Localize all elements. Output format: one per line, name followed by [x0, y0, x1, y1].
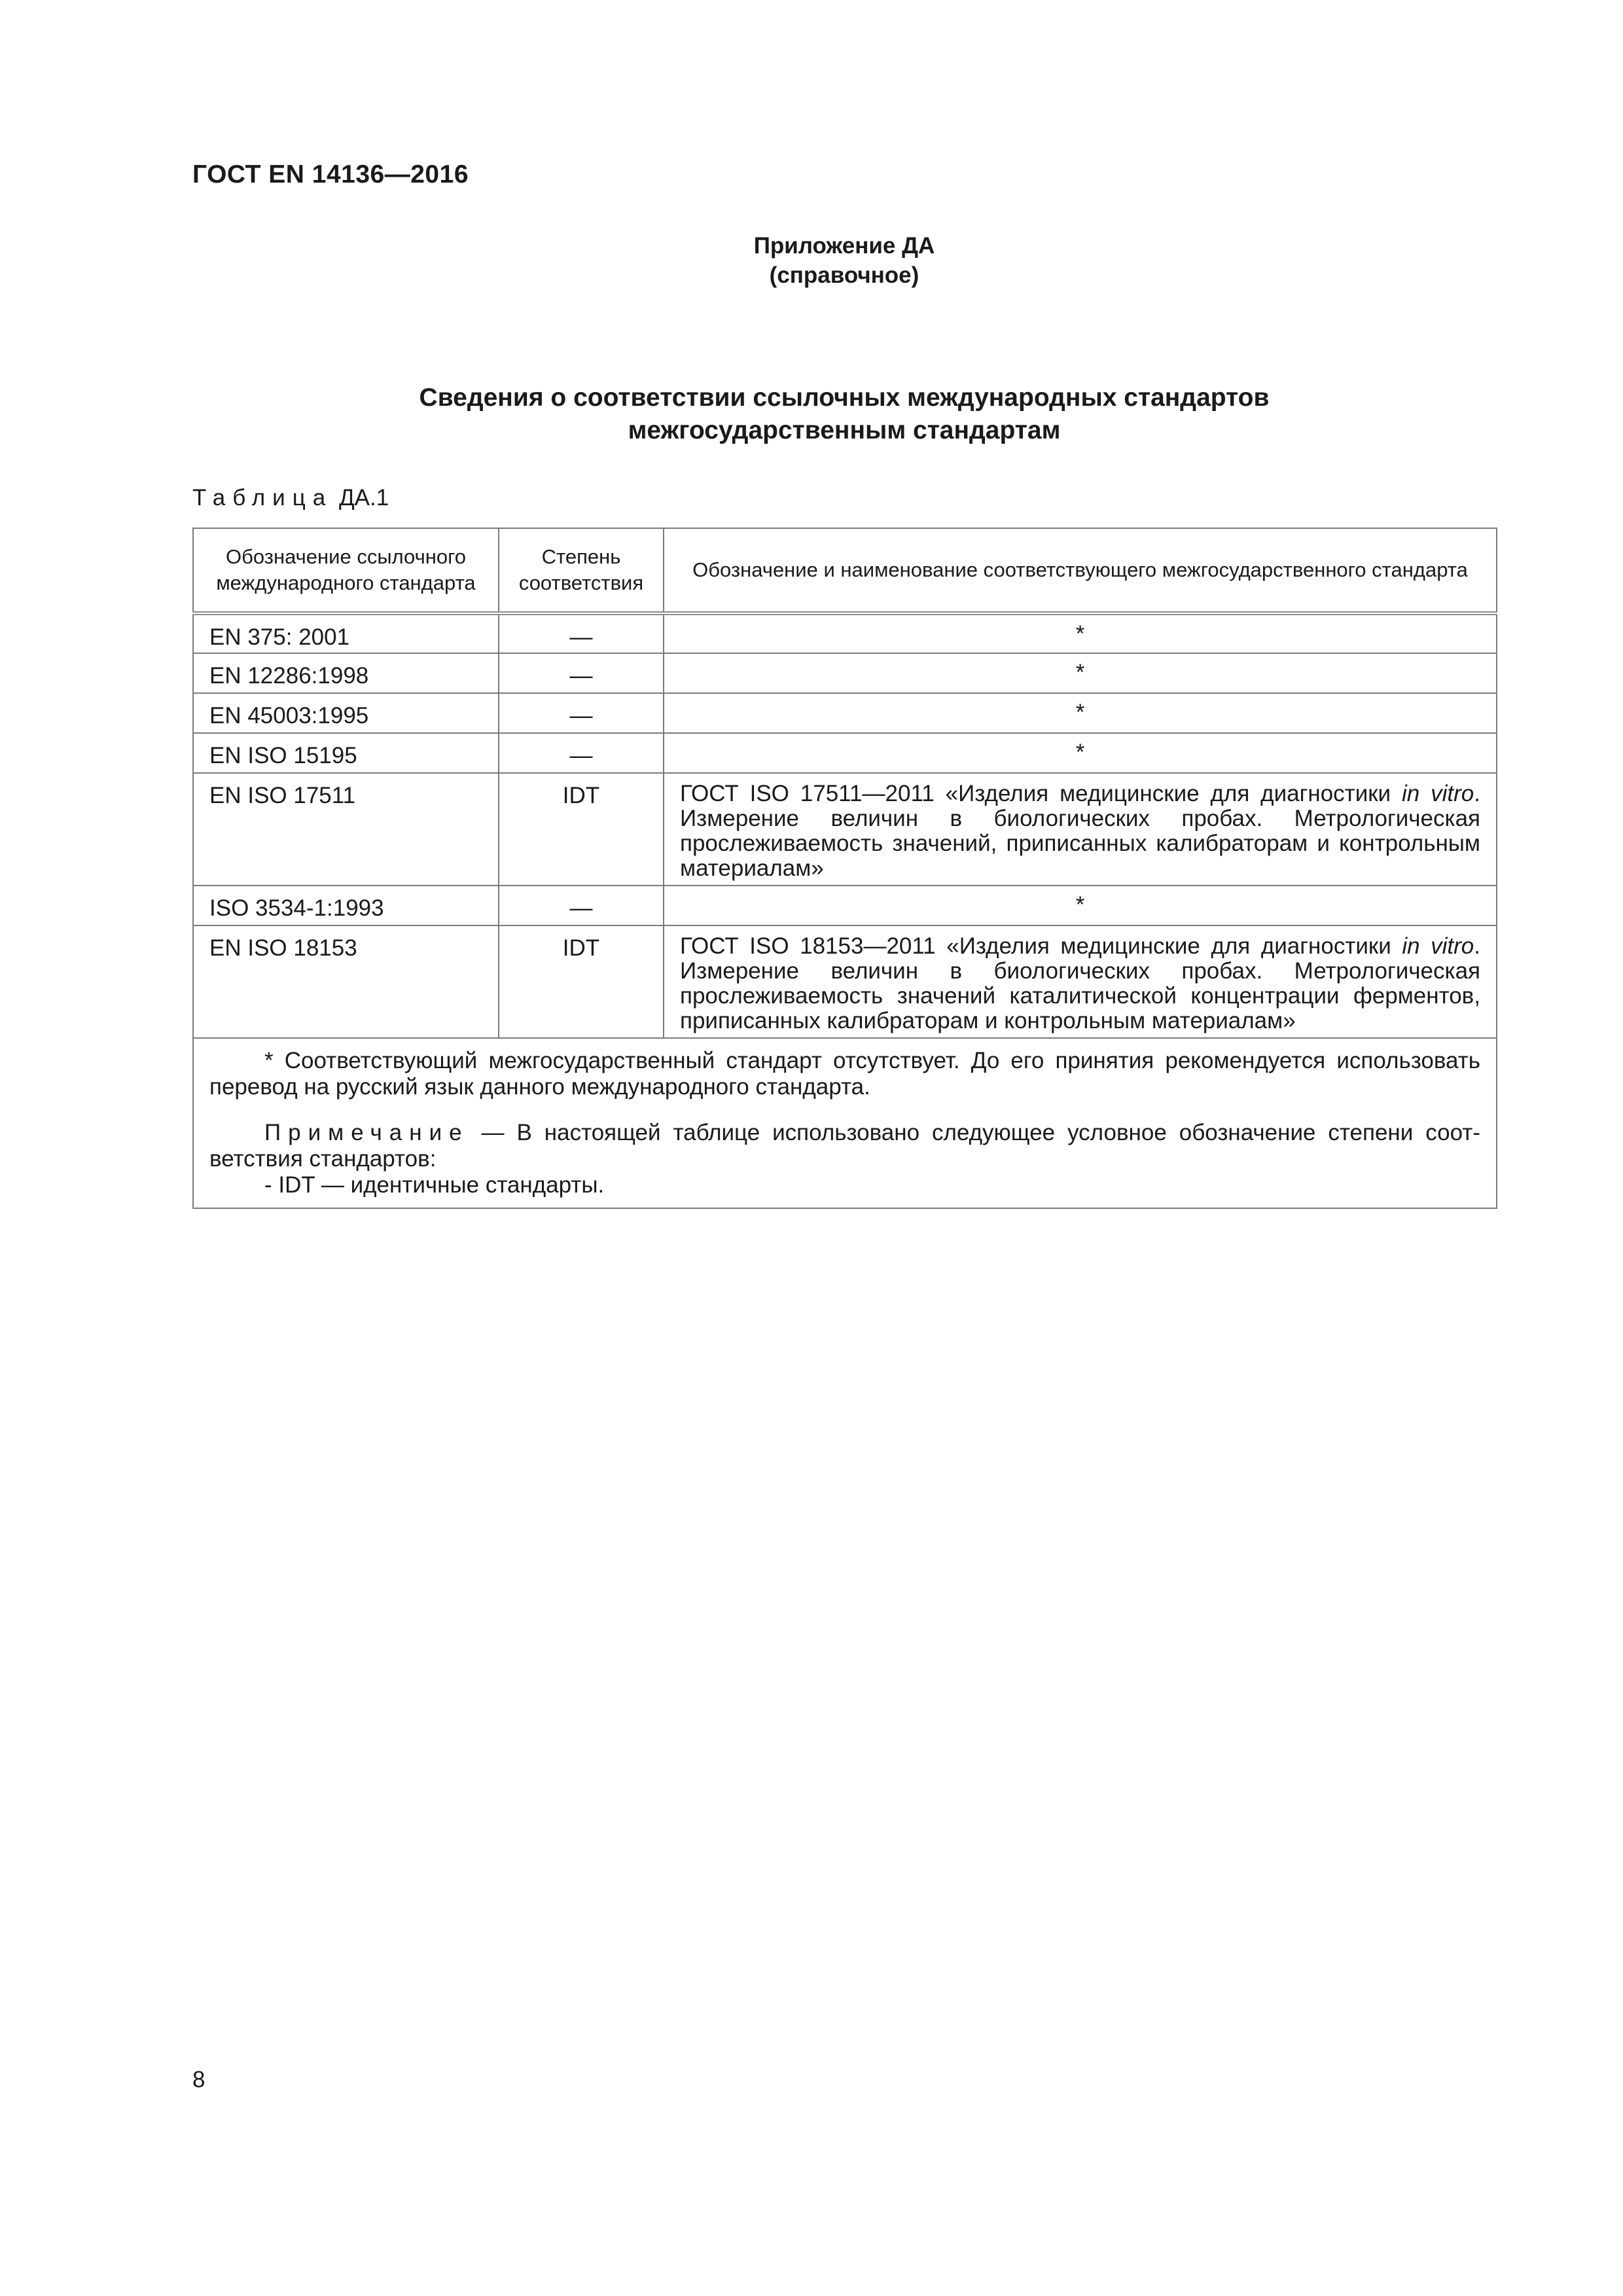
ref-standard-cell: EN 12286:1998 — [193, 653, 499, 693]
table-row — [193, 613, 1497, 653]
national-standard-cell — [664, 925, 1497, 1038]
note-label: Примечание — [264, 1120, 469, 1145]
table-caption — [192, 485, 389, 511]
table-footnotes — [193, 1038, 1497, 1208]
note-paragraph — [209, 1120, 1480, 1172]
annex-heading — [0, 231, 1623, 290]
ref-standard-cell: EN ISO 15195 — [193, 733, 499, 773]
table-row — [193, 773, 1497, 886]
footnote-asterisk: * Соответствующий межгосударственный стандарт отсутствует. До его принятия рекомендуется использовать перевод на русский язык данного международного стандарта. — [209, 1048, 1480, 1100]
table-row — [193, 693, 1497, 733]
ref-standard-cell: ISO 3534-1:1993 — [193, 886, 499, 925]
note-text: — В настоящей таблице использовано следующее условное обозначение степени соответствия стандартов: — [209, 1120, 1480, 1172]
national-standard-cell: * — [664, 653, 1497, 693]
degree-cell: — — [499, 733, 664, 773]
annex-title — [192, 382, 1496, 447]
table-row — [193, 925, 1497, 1038]
correspondence-table — [192, 528, 1497, 1209]
national-standard-text-end: . Измерение величин в биологических пробах. Метрологическая прослеживаемость значений, приписанных калибраторам и контрольным материалам» — [680, 781, 1480, 881]
degree-cell: — — [499, 693, 664, 733]
table-row — [193, 653, 1497, 693]
national-standard-cell: * — [664, 613, 1497, 653]
ref-standard-cell: EN ISO 17511 — [193, 773, 499, 886]
table-header-row — [193, 528, 1497, 613]
degree-cell: — — [499, 653, 664, 693]
table-footer-row — [193, 1038, 1497, 1208]
annex-title-line2: межгосударственным стандартам — [628, 416, 1061, 444]
header-degree: Степень соответствия — [499, 528, 664, 613]
national-standard-text-end: . Измерение величин в биологических пробах. Метрологическая прослеживаемость значений каталитической концентрации ферментов, приписанных калибраторам и контрольным материалам» — [680, 933, 1480, 1033]
ref-standard-cell: EN 375: 2001 — [193, 613, 499, 653]
document-code: ГОСТ EN 14136—2016 — [192, 160, 469, 188]
note-item: - IDT — идентичные стандарты. — [264, 1172, 605, 1198]
degree-cell: — — [499, 886, 664, 925]
table-caption-number: ДА.1 — [338, 485, 389, 511]
page-number: 8 — [192, 2067, 205, 2092]
annex-status: (справочное) — [769, 262, 919, 288]
national-standard-cell: * — [664, 733, 1497, 773]
ref-standard-cell: EN ISO 18153 — [193, 925, 499, 1038]
national-standard-text: ГОСТ ISO 17511—2011 «Изделия медицинские для диагностики — [680, 781, 1402, 806]
table-row — [193, 886, 1497, 925]
header-ref-standard: Обозначение ссылочного международного стандарта — [193, 528, 499, 613]
degree-cell: IDT — [499, 773, 664, 886]
national-standard-cell: * — [664, 693, 1497, 733]
national-standard-cell — [664, 773, 1497, 886]
national-standard-text: ГОСТ ISO 18153—2011 «Изделия медицинские для диагностики — [680, 933, 1402, 959]
national-standard-cell: * — [664, 886, 1497, 925]
degree-cell: — — [499, 613, 664, 653]
table-row — [193, 733, 1497, 773]
national-standard-italic: in vitro — [1402, 933, 1474, 959]
ref-standard-cell: EN 45003:1995 — [193, 693, 499, 733]
annex-title-line1: Сведения о соответствии ссылочных международных стандартов — [419, 384, 1270, 412]
national-standard-italic: in vitro — [1402, 781, 1474, 806]
table-caption-word: Таблица — [192, 485, 333, 511]
annex-label: Приложение ДА — [753, 233, 935, 259]
degree-cell: IDT — [499, 925, 664, 1038]
header-national-standard: Обозначение и наименование соответствующего межгосударственного стандарта — [664, 528, 1497, 613]
